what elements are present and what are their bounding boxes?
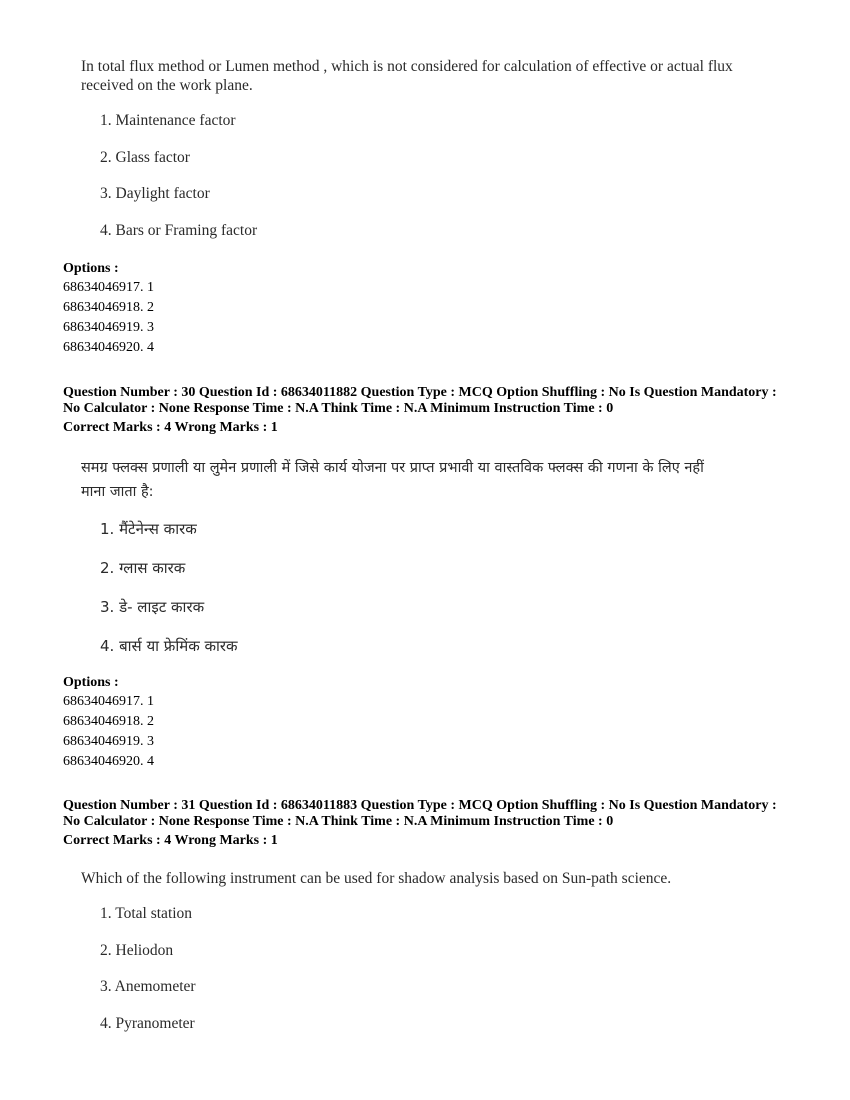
- answer-choice: 3. Anemometer: [100, 978, 196, 995]
- answer-choice: 4. Pyranometer: [100, 1015, 195, 1032]
- answer-choice: 2. Glass factor: [100, 149, 190, 166]
- answer-choice: 1. मैंटेनेन्स कारक: [100, 520, 197, 538]
- marks-line: Correct Marks : 4 Wrong Marks : 1: [63, 420, 278, 435]
- answer-choice: 1. Total station: [100, 905, 193, 922]
- option-id-line: 68634046917. 1: [63, 280, 154, 295]
- question-text-line: समग्र फ्लक्स प्रणाली या लुमेन प्रणाली में जिसे कार्य योजना पर प्राप्त प्रभावी या वास्तविक फ्लक्स की गणना के लिए नहीं: [81, 460, 704, 476]
- option-id-line: 68634046918. 2: [63, 300, 154, 315]
- marks-line: Correct Marks : 4 Wrong Marks : 1: [63, 833, 278, 848]
- option-id-line: 68634046919. 3: [63, 734, 154, 749]
- answer-choice: 4. बार्स या फ्रेमिंक कारक: [100, 637, 238, 655]
- question-meta-line: Question Number : 30 Question Id : 68634011882 Question Type : MCQ Option Shuffling : No Is Question Mandatory :: [63, 385, 777, 400]
- option-id-line: 68634046920. 4: [63, 340, 154, 355]
- answer-choice: 4. Bars or Framing factor: [100, 222, 258, 239]
- option-id-line: 68634046918. 2: [63, 714, 154, 729]
- options-label: Options :: [63, 675, 119, 690]
- option-id-line: 68634046920. 4: [63, 754, 154, 769]
- answer-choice: 2. ग्लास कारक: [100, 559, 186, 577]
- question-text-line: In total flux method or Lumen method , which is not considered for calculation of effective or actual flux: [81, 58, 733, 75]
- options-label: Options :: [63, 261, 119, 276]
- option-id-line: 68634046917. 1: [63, 694, 154, 709]
- question-text-line: Which of the following instrument can be used for shadow analysis based on Sun-path science.: [81, 870, 672, 887]
- question-meta-line: Question Number : 31 Question Id : 68634011883 Question Type : MCQ Option Shuffling : No Is Question Mandatory :: [63, 798, 777, 813]
- answer-choice: 3. Daylight factor: [100, 185, 210, 202]
- answer-choice: 2. Heliodon: [100, 942, 174, 959]
- option-id-line: 68634046919. 3: [63, 320, 154, 335]
- answer-choice: 3. डे- लाइट कारक: [100, 598, 205, 616]
- question-text-line: माना जाता है:: [81, 484, 154, 500]
- question-text-line: received on the work plane.: [81, 77, 253, 94]
- question-meta-line: No Calculator : None Response Time : N.A Think Time : N.A Minimum Instruction Time : 0: [63, 814, 614, 829]
- question-meta-line: No Calculator : None Response Time : N.A Think Time : N.A Minimum Instruction Time : 0: [63, 401, 614, 416]
- answer-choice: 1. Maintenance factor: [100, 112, 236, 129]
